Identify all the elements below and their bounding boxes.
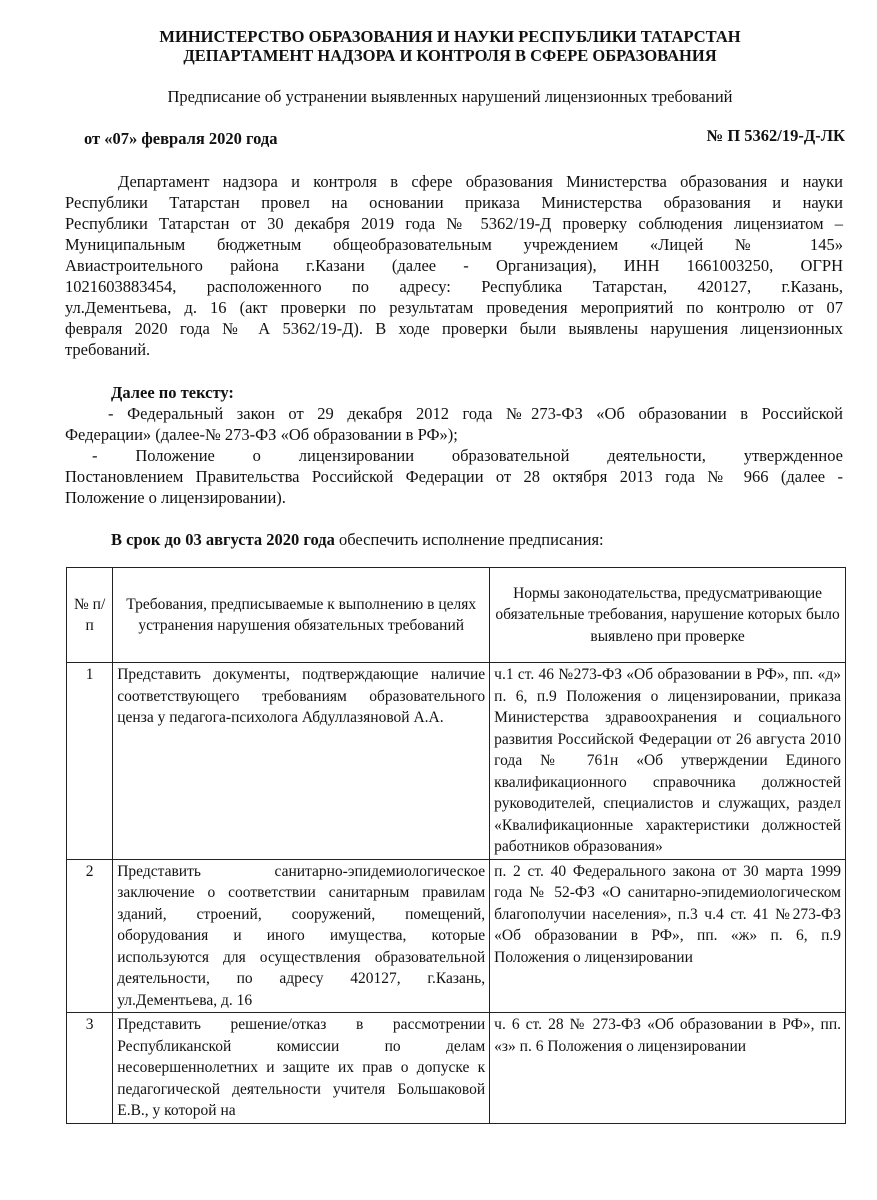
- row-requirement: Представить решение/отказ в рассмотрении Республиканской комиссии по делам несовершеннолетних и защите их прав о допуске к педагогической деятельности учителя Большаковой Е.В., у которой на: [113, 1013, 490, 1124]
- document-number: № П 5362/19-Д-ЛК: [706, 126, 845, 145]
- intro-line: Департамент надзора и контроля в сфере образования Министерства образования и науки: [118, 172, 843, 191]
- requirements-table: [66, 567, 846, 1124]
- department-title: ДЕПАРТАМЕНТ НАДЗОРА И КОНТРОЛЯ В СФЕРЕ ОБРАЗОВАНИЯ: [183, 46, 717, 65]
- ministry-title: МИНИСТЕРСТВО ОБРАЗОВАНИЯ И НАУКИ РЕСПУБЛИКИ ТАТАРСТАН: [159, 27, 741, 46]
- table-row: [67, 859, 846, 1013]
- further-heading: Далее по тексту:: [111, 383, 234, 402]
- intro-line: ул.Дементьева, д. 16 (акт проверки по результатам проведения мероприятий по контролю от 07: [65, 298, 843, 317]
- table-row: [67, 663, 846, 860]
- intro-line: Муниципальным бюджетным общеобразовательным учреждением «Лицей № 145»: [65, 235, 843, 254]
- intro-line: Республики Татарстан от 30 декабря 2019 года № 5362/19-Д проверку соблюдения лицензиатом –: [65, 214, 843, 233]
- header-requirement: Требования, предписываемые к выполнению в целях устранения нарушения обязательных требований: [113, 568, 490, 663]
- row-norms: ч. 6 ст. 28 № 273-ФЗ «Об образовании в РФ», пп. «з» п. 6 Положения о лицензировании: [490, 1013, 846, 1124]
- row-requirement: Представить документы, подтверждающие наличие соответствующего требованиям образовательного ценза у педагога-психолога Абдуллазяновой А.А.: [113, 663, 490, 860]
- further-line: Положение о лицензировании).: [65, 488, 286, 507]
- row-number: 2: [67, 859, 113, 1013]
- further-line: Федерации» (далее-№ 273-ФЗ «Об образовании в РФ»);: [65, 425, 458, 444]
- further-line: - Положение о лицензировании образовательной деятельности, утвержденное: [92, 446, 843, 465]
- table-row: [67, 1013, 846, 1124]
- row-norms: п. 2 ст. 40 Федерального закона от 30 марта 1999 года № 52-ФЗ «О санитарно-эпидемиологическом благополучии населения», п.3 ч.4 ст. 41 №273-ФЗ «Об образовании в РФ», пп. «ж» п. 6, п.9 Положения о лицензировании: [490, 859, 846, 1013]
- further-line: Постановлением Правительства Российской Федерации от 28 октября 2013 года № 966 (далее -: [65, 467, 843, 486]
- header-number: № п/п: [67, 568, 113, 663]
- row-number: 3: [67, 1013, 113, 1124]
- row-number: 1: [67, 663, 113, 860]
- document-date: от «07» февраля 2020 года: [84, 129, 278, 148]
- deadline-sentence: [111, 530, 604, 550]
- header-norms: Нормы законодательства, предусматривающие обязательные требования, нарушение которых было выявлено при проверке: [490, 568, 846, 663]
- intro-line: Авиастроительного района г.Казани (далее - Организация), ИНН 1661003250, ОГРН: [65, 256, 843, 275]
- deadline-date: В срок до 03 августа 2020 года: [111, 530, 335, 549]
- intro-line: Республики Татарстан провел на основании приказа Министерства образования и науки: [65, 193, 843, 212]
- row-requirement: Представить санитарно-эпидемиологическое заключение о соответствии санитарным правилам зданий, строений, сооружений, помещений, оборудования и иного имущества, которые используются для осуществления образовательной деятельности, по адресу 420127, г.Казань, ул.Дементьева, д. 16: [113, 859, 490, 1013]
- table-header-row: [67, 568, 846, 663]
- further-line: - Федеральный закон от 29 декабря 2012 года №273-ФЗ «Об образовании в Российской: [108, 404, 843, 423]
- deadline-text: обеспечить исполнение предписания:: [334, 530, 604, 549]
- intro-line: февраля 2020 года № А 5362/19-Д). В ходе проверки были выявлены нарушения лицензионных: [65, 319, 843, 338]
- row-norms: ч.1 ст. 46 №273-ФЗ «Об образовании в РФ», пп. «д» п. 6, п.9 Положения о лицензировании, приказа Министерства здравоохранения и социального развития Российской Федерации от 26 августа 2010 года № 761н «Об утверждении Единого квалификационного справочника должностей руководителей, специалистов и служащих, раздел «Квалификационные характеристики должностей работников образования»: [490, 663, 846, 860]
- intro-line: 1021603883454, расположенного по адресу: Республика Татарстан, 420127, г.Казань,: [65, 277, 843, 296]
- intro-line: требований.: [65, 340, 151, 359]
- document-subtitle: Предписание об устранении выявленных нарушений лицензионных требований: [167, 87, 733, 106]
